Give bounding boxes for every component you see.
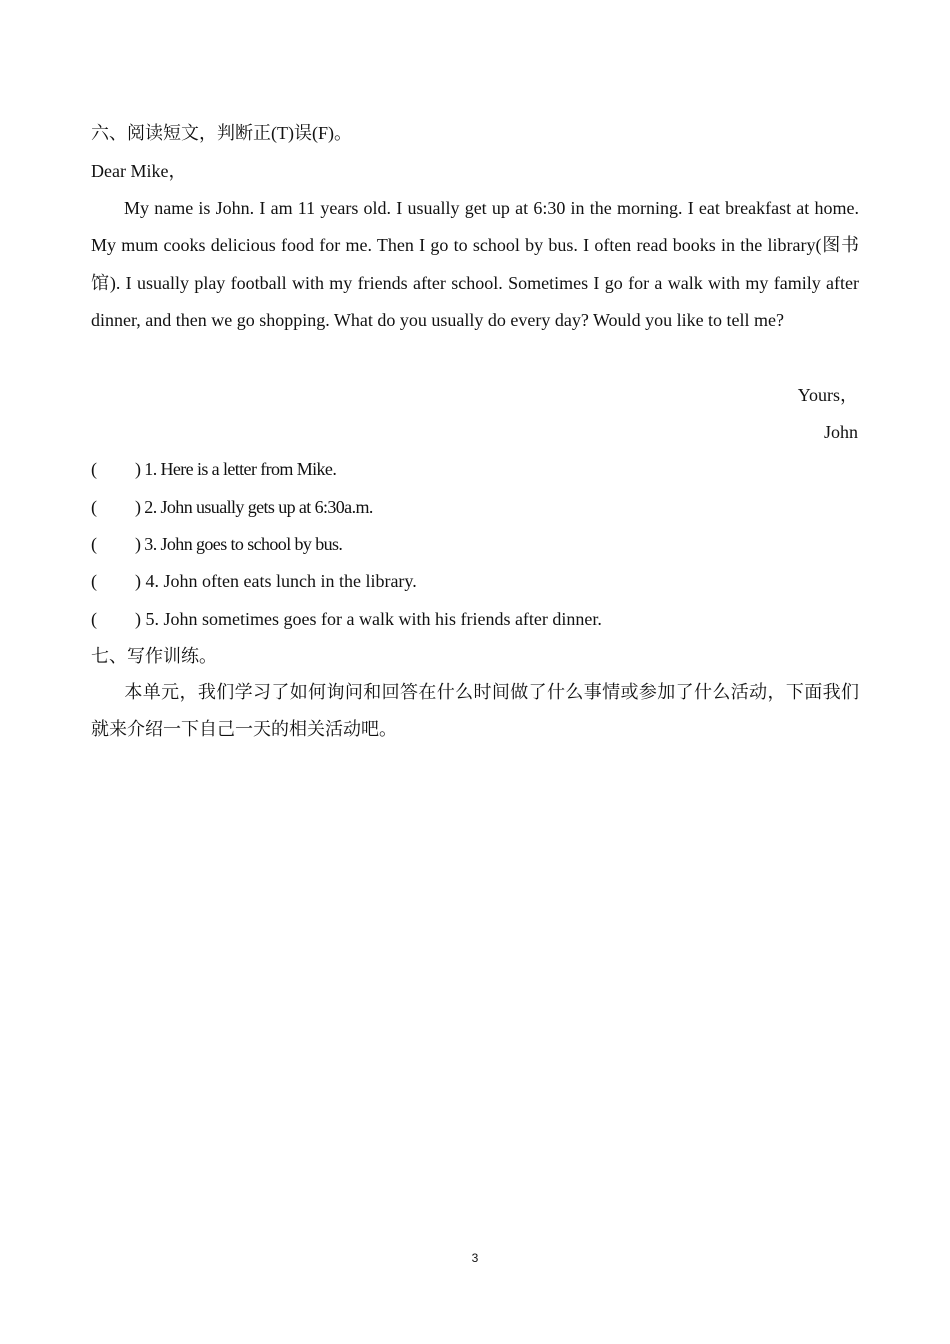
- question-text: ) 3. John goes to school by bus.: [135, 534, 343, 554]
- letter-signature: John: [823, 422, 858, 442]
- question-text: ) 4. John often eats lunch in the library.: [135, 571, 417, 591]
- question-row: [91, 457, 336, 481]
- letter-body-text: My name is John. I am 11 years old. I usually get up at 6:30 in the morning. I eat breakfast at home. My mum cooks delicious food for me. Then I go to school by bus. I often read books in the library(图书馆). I usually play football with my friends after school. Sometimes I go for a walk with my family after dinner, and then we go shopping. What do you usually do every day? Would you like to tell me?: [91, 198, 859, 331]
- question-text: ) 2. John usually gets up at 6:30a.m.: [135, 497, 373, 517]
- section7-body-text: 本单元，我们学习了如何询问和回答在什么时间做了什么事情或参加了什么活动，下面我们就来介绍一下自己一天的相关活动吧。: [91, 682, 859, 740]
- section7-heading: 七、写作训练。: [91, 646, 217, 666]
- question-text: ) 5. John sometimes goes for a walk with his friends after dinner.: [135, 609, 602, 629]
- question-row: [91, 532, 342, 556]
- letter-greeting: Dear Mike，: [91, 161, 187, 181]
- letter-closing: Yours，: [797, 385, 858, 405]
- question-text: ) 1. Here is a letter from Mike.: [135, 459, 337, 479]
- answer-blank: (: [91, 534, 97, 554]
- answer-blank: (: [91, 571, 97, 591]
- answer-blank: (: [91, 609, 97, 629]
- section6-heading: 六、阅读短文，判断正(T)误(F)。: [91, 123, 352, 143]
- letter-body-paragraph: [91, 190, 859, 340]
- question-row: [91, 495, 373, 519]
- section7-paragraph: [91, 674, 859, 749]
- answer-blank: (: [91, 497, 97, 517]
- question-row: [91, 569, 417, 593]
- page-number: 3: [471, 1251, 479, 1265]
- answer-blank: (: [91, 459, 97, 479]
- question-row: [91, 607, 602, 631]
